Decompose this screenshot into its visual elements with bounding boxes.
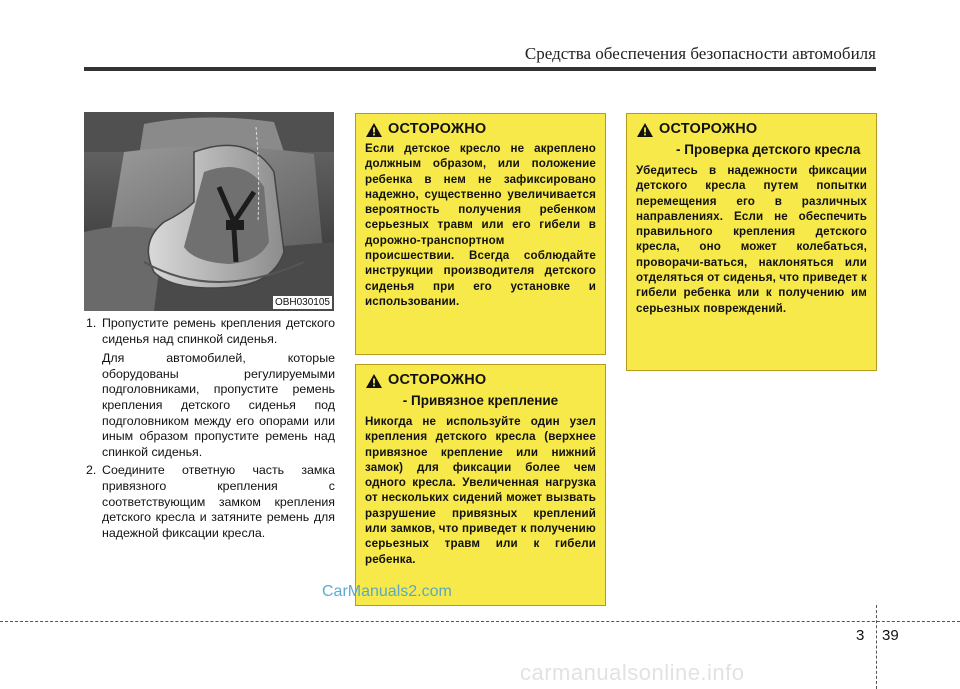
installation-instructions [84, 316, 335, 541]
warning-subtitle: - Проверка детского кресла [676, 142, 861, 157]
warning-triangle-icon [365, 122, 383, 138]
step-2-text: Соедините ответную часть замка привязного крепления с соответствующим замком крепления детского кресла и затяните ремень для надежной фиксации кресла. [102, 463, 335, 540]
instruction-step-1 [84, 316, 335, 347]
header-rule [84, 67, 876, 71]
step-1-number: 1. [86, 316, 97, 330]
instruction-step-2 [84, 463, 335, 541]
child-seat-illustration [84, 112, 334, 311]
warning-title: ОСТОРОЖНО [388, 372, 487, 389]
step-1-note: Для автомобилей, которые оборудованы регулируемыми подголовниками, пропустите ремень крепления детского сиденья под подголовником между его опорами или иным образом пропустите ремень над спинкой сиденья. [102, 351, 335, 459]
warning-title: ОСТОРОЖНО [388, 121, 487, 138]
page-header-title: Средства обеспечения безопасности автомобиля [524, 44, 876, 63]
footer-rule [0, 621, 960, 622]
page-number: 39 [882, 627, 899, 644]
warning-triangle-icon [365, 373, 383, 389]
footer-brand: carmanualsonline.info [520, 660, 745, 685]
warning-box-installation [355, 113, 606, 355]
step-1-text: Пропустите ремень крепления детского сиденья над спинкой сиденья. [102, 316, 335, 346]
step-2-number: 2. [86, 463, 97, 478]
warning-subtitle: - Привязное крепление [402, 393, 559, 408]
warning-body: Если детское кресло не акреплено должным образом, или положение ребенка в нем не зафиксировано надежно, существенно увеличивается вероятность получения ребенком серьезных травм или его гибели в дорожно-транспортном происшествии. Всегда соблюдайте инструкции производителя детского сиденья при его установке и использовании. [365, 142, 596, 308]
chapter-number: 3 [856, 627, 865, 644]
warning-body: Никогда не используйте один узел крепления детского кресла (верхнее привязное крепление или нижний замок) для фиксации более чем одного кресла. Увеличенная нагрузка от нескольких сидений может вызвать разрушение привязных креплений или замков, что приведет к получению серьезных травм или к гибели ребенка. [365, 415, 596, 566]
page-divider [876, 605, 877, 689]
child-seat-photo [84, 112, 334, 311]
warning-triangle-icon [636, 122, 654, 138]
warning-body: Убедитесь в надежности фиксации детского кресла путем попытки перемещения его в различных направлениях. Если не обеспечить правильного крепления детского кресла, оно может колебаться, проворачи-ваться, наклоняться или отделяться от сиденья, что приведет к гибели ребенка или к получению им серьезных повреждений. [636, 164, 868, 315]
warning-box-tether [355, 364, 606, 606]
warning-title: ОСТОРОЖНО [659, 121, 758, 138]
watermark-link[interactable]: CarManuals2.com [322, 583, 452, 600]
warning-box-seat-check [626, 113, 877, 371]
figure-code: OBH030105 [274, 297, 330, 308]
